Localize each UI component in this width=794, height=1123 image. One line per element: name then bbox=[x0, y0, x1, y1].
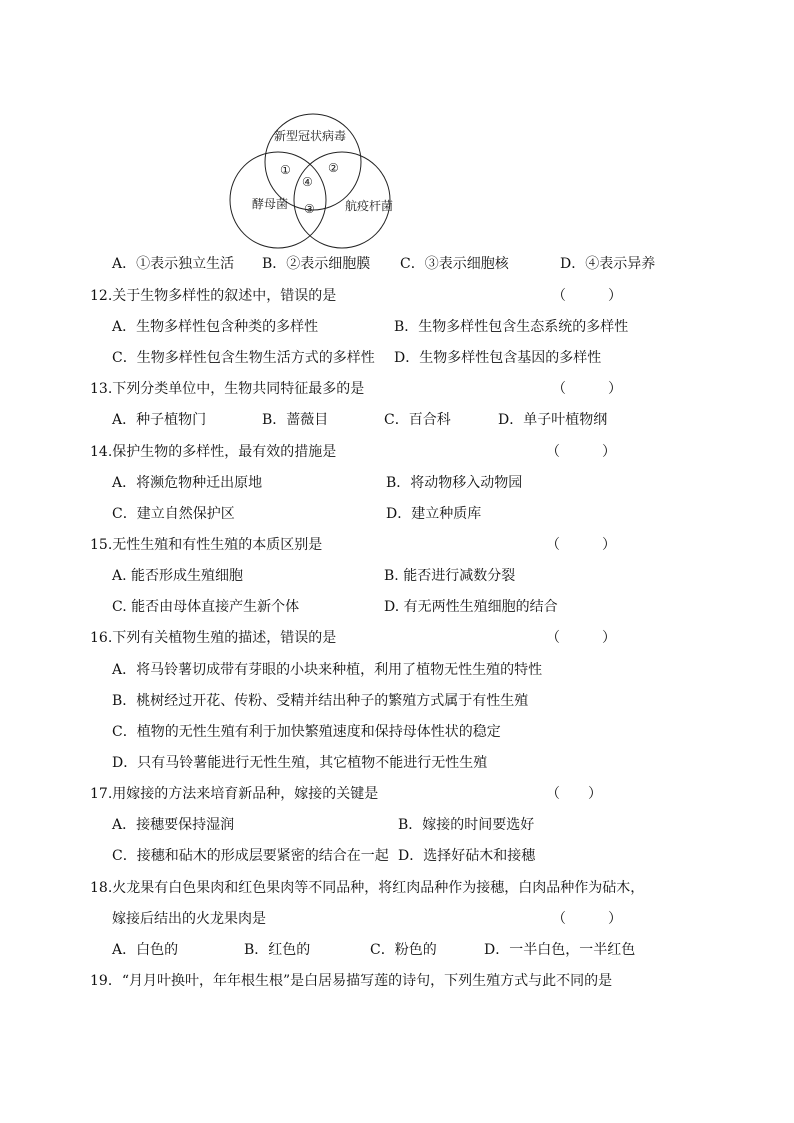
virus-label: 新型冠状病毒 bbox=[274, 129, 347, 143]
q13-option-c: C．百合科 bbox=[384, 412, 451, 428]
yeast-label: 酵母菌 bbox=[252, 197, 289, 211]
q15-stem: 15.无性生殖和有性生殖的本质区别是 bbox=[90, 537, 323, 553]
q14-option-c: C．建立自然保护区 bbox=[112, 506, 235, 522]
q16-option-d: D．只有马铃薯能进行无性生殖，其它植物不能进行无性生殖 bbox=[112, 755, 488, 771]
q18-stem-line-1: 18.火龙果有白色果肉和红色果肉等不同品种，将红肉品种作为接穗，白肉品种作为砧木， bbox=[90, 880, 645, 896]
q15-option-c: C. 能否由母体直接产生新个体 bbox=[112, 599, 300, 615]
q15-option-d: D. 有无两性生殖细胞的结合 bbox=[384, 599, 558, 615]
q13-answer-paren: （ ） bbox=[552, 381, 622, 397]
q12-stem: 12.关于生物多样性的叙述中，错误的是 bbox=[90, 288, 337, 304]
q16-answer-paren: （ ） bbox=[546, 630, 616, 646]
q15-answer-paren: （ ） bbox=[546, 537, 616, 553]
q16-option-b: B．桃树经过开花、传粉、受精并结出种子的繁殖方式属于有性生殖 bbox=[112, 693, 529, 709]
q16-option-a: A．将马铃薯切成带有芽眼的小块来种植，利用了植物无性生殖的特性 bbox=[112, 662, 543, 678]
q18-answer-paren: （ ） bbox=[552, 911, 622, 927]
q18-stem-line-2: 嫁接后结出的火龙果肉是 bbox=[112, 911, 266, 927]
q18-option-c: C．粉色的 bbox=[370, 942, 437, 958]
q14-stem: 14.保护生物的多样性，最有效的措施是 bbox=[90, 444, 337, 460]
bacillus-label: 航疫杆菌 bbox=[345, 199, 394, 213]
q18-option-d: D．一半白色，一半红色 bbox=[484, 942, 636, 958]
q14-option-d: D．建立种质库 bbox=[386, 506, 482, 522]
region-2-label: ② bbox=[328, 161, 339, 175]
q13-option-d: D．单子叶植物纲 bbox=[498, 412, 608, 428]
q11-option-d: D．④表示异养 bbox=[560, 256, 656, 272]
q17-option-d: D．选择好砧木和接穗 bbox=[398, 848, 536, 864]
q15-option-b: B. 能否进行减数分裂 bbox=[384, 568, 516, 584]
q13-stem: 13.下列分类单位中，生物共同特征最多的是 bbox=[90, 381, 365, 397]
q15-option-a: A. 能否形成生殖细胞 bbox=[112, 568, 244, 584]
q12-option-a: A．生物多样性包含种类的多样性 bbox=[112, 319, 319, 335]
region-3-label: ③ bbox=[304, 202, 315, 216]
q11-option-b: B．②表示细胞膜 bbox=[262, 256, 371, 272]
q14-option-b: B．将动物移入动物园 bbox=[386, 475, 523, 491]
q17-option-b: B．嫁接的时间要选好 bbox=[398, 817, 535, 833]
q17-option-a: A．接穗要保持湿润 bbox=[112, 817, 235, 833]
q12-option-c: C．生物多样性包含生物生活方式的多样性 bbox=[112, 350, 375, 366]
venn-diagram bbox=[228, 110, 398, 250]
q13-option-a: A．种子植物门 bbox=[112, 412, 207, 428]
q16-stem: 16.下列有关植物生殖的描述，错误的是 bbox=[90, 630, 337, 646]
region-1-label: ① bbox=[280, 163, 291, 177]
q17-option-c: C．接穗和砧木的形成层要紧密的结合在一起 bbox=[112, 848, 389, 864]
q18-option-a: A．白色的 bbox=[112, 942, 179, 958]
q18-option-b: B．红色的 bbox=[244, 942, 311, 958]
q17-stem: 17.用嫁接的方法来培育新品种，嫁接的关键是 bbox=[90, 786, 379, 802]
q12-answer-paren: （ ） bbox=[552, 288, 622, 304]
q13-option-b: B．蔷薇目 bbox=[262, 412, 329, 428]
region-4-label: ④ bbox=[302, 175, 313, 189]
q19-stem: 19．“月月叶换叶，年年根生根”是白居易描写莲的诗句，下列生殖方式与此不同的是 bbox=[90, 973, 613, 989]
q12-option-b: B．生物多样性包含生态系统的多样性 bbox=[394, 319, 629, 335]
q11-option-c: C．③表示细胞核 bbox=[400, 256, 509, 272]
q11-option-a: A．①表示独立生活 bbox=[112, 256, 235, 272]
q14-option-a: A．将濒危物种迁出原地 bbox=[112, 475, 263, 491]
q12-option-d: D．生物多样性包含基因的多样性 bbox=[394, 350, 602, 366]
q14-answer-paren: （ ） bbox=[546, 444, 616, 460]
q17-answer-paren: （ ） bbox=[546, 786, 602, 802]
q16-option-c: C．植物的无性生殖有利于加快繁殖速度和保持母体性状的稳定 bbox=[112, 724, 501, 740]
